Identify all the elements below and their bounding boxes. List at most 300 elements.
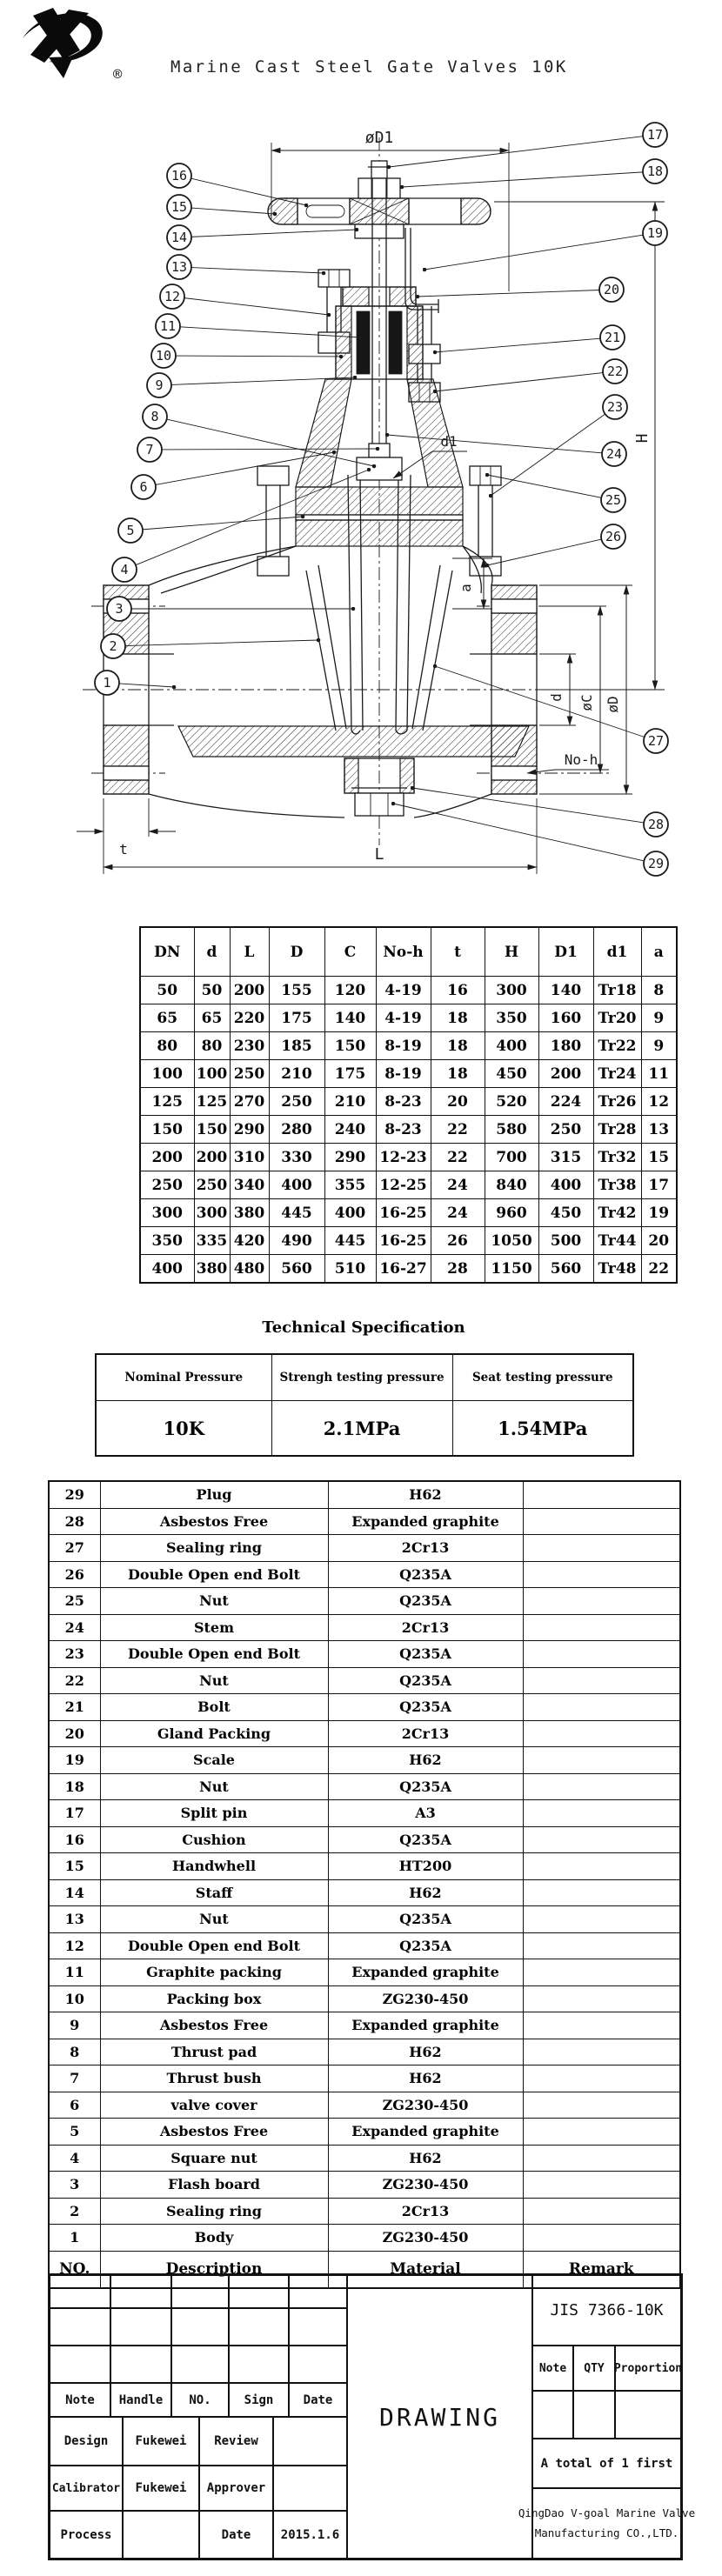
table-cell: 11: [641, 1060, 677, 1088]
graphite-packing: [357, 311, 370, 374]
design-name: Fukewei: [123, 2417, 199, 2466]
callout-leader: [393, 804, 644, 861]
table-row: [49, 1826, 680, 1853]
table-cell: 400: [538, 1171, 593, 1199]
table-cell: 16-25: [376, 1227, 431, 1255]
table-row: [49, 2065, 680, 2092]
callout-number: 11: [159, 318, 177, 334]
col-header: Description: [100, 2251, 328, 2288]
table-cell: 445: [324, 1227, 376, 1255]
table-cell: 24: [431, 1199, 485, 1227]
table-row: [140, 1199, 677, 1227]
table-cell: 9: [641, 1032, 677, 1060]
callout-leader: [191, 208, 275, 214]
thrust-bush: [369, 444, 390, 457]
table-cell: 330: [269, 1144, 324, 1171]
table-cell: 700: [485, 1144, 538, 1171]
spec-header: Seat testing pressure: [452, 1354, 633, 1401]
stem-nut: [358, 178, 400, 198]
col-header: D: [269, 927, 324, 977]
table-cell: Split pin: [100, 1800, 328, 1827]
collar: [355, 224, 404, 238]
table-cell: [523, 1879, 680, 1906]
table-cell: 100: [194, 1060, 230, 1088]
table-cell: [523, 2119, 680, 2146]
callout-number: 8: [150, 409, 159, 424]
callout-leader: [389, 137, 643, 167]
table-cell: 355: [324, 1171, 376, 1199]
table-cell: Asbestos Free: [100, 2012, 328, 2039]
table-cell: 250: [538, 1116, 593, 1144]
table-cell: 240: [324, 1116, 376, 1144]
table-cell: 22: [431, 1144, 485, 1171]
table-cell: 50: [140, 977, 194, 1004]
col-header: NO.: [49, 2251, 100, 2288]
table-cell: [523, 1508, 680, 1535]
table-cell: HT200: [328, 1853, 523, 1880]
table-cell: H62: [328, 1481, 523, 1508]
callout-leader: [125, 640, 318, 646]
parts-list-table: [48, 1480, 681, 2289]
table-cell: Body: [100, 2225, 328, 2252]
table-cell: 200: [230, 977, 269, 1004]
table-cell: 160: [538, 1004, 593, 1032]
table-row: [49, 1694, 680, 1721]
table-cell: 8-23: [376, 1116, 431, 1144]
table-cell: Tr22: [593, 1032, 641, 1060]
dimension-table-header: [140, 927, 677, 977]
table-cell: 520: [485, 1088, 538, 1116]
callout-leader: [167, 419, 374, 466]
table-cell: 150: [324, 1032, 376, 1060]
table-cell: 560: [269, 1255, 324, 1284]
table-cell: 125: [140, 1088, 194, 1116]
callout-leader: [425, 235, 643, 270]
table-cell: 335: [194, 1227, 230, 1255]
table-cell: 150: [194, 1116, 230, 1144]
table-cell: [523, 1853, 680, 1880]
table-cell: 445: [269, 1199, 324, 1227]
table-cell: 400: [324, 1199, 376, 1227]
table-cell: Tr44: [593, 1227, 641, 1255]
col-header: d: [194, 927, 230, 977]
calibrator-label: Calibrator: [50, 2466, 123, 2511]
table-row: [49, 2012, 680, 2039]
table-cell: Tr24: [593, 1060, 641, 1088]
process-label: Process: [50, 2511, 123, 2559]
table-cell: 8-19: [376, 1032, 431, 1060]
table-cell: 6: [49, 2092, 100, 2119]
table-cell: Expanded graphite: [328, 2012, 523, 2039]
table-cell: Expanded graphite: [328, 1508, 523, 1535]
table-cell: Nut: [100, 1906, 328, 1933]
note-col-label: Note: [532, 2346, 573, 2391]
table-cell: 400: [140, 1255, 194, 1284]
table-cell: 23: [49, 1641, 100, 1668]
callout-number: 19: [646, 225, 664, 241]
table-cell: 8-23: [376, 1088, 431, 1116]
table-row: [49, 1747, 680, 1774]
callout-number: 16: [170, 168, 188, 184]
table-cell: 185: [269, 1032, 324, 1060]
table-cell: 26: [431, 1227, 485, 1255]
table-cell: 50: [194, 977, 230, 1004]
table-cell: 65: [140, 1004, 194, 1032]
approver-label: Approver: [199, 2466, 273, 2511]
table-cell: Staff: [100, 1879, 328, 1906]
proportion-col-label: Proportion: [615, 2346, 681, 2391]
table-cell: Tr26: [593, 1088, 641, 1116]
table-row: [49, 1773, 680, 1800]
table-cell: 230: [230, 1032, 269, 1060]
col-header: t: [431, 927, 485, 977]
table-row: [140, 1004, 677, 1032]
callout-number: 13: [170, 259, 188, 275]
table-cell: 1050: [485, 1227, 538, 1255]
table-cell: 22: [431, 1116, 485, 1144]
table-cell: 400: [485, 1032, 538, 1060]
registered-trademark-icon: ®: [113, 66, 123, 83]
svg-text:t: t: [119, 841, 128, 858]
table-cell: [523, 1481, 680, 1508]
table-cell: 22: [641, 1255, 677, 1284]
table-cell: 200: [538, 1060, 593, 1088]
table-cell: [523, 1535, 680, 1562]
table-cell: 210: [324, 1088, 376, 1116]
table-cell: 500: [538, 1227, 593, 1255]
table-cell: 24: [49, 1614, 100, 1641]
table-row: [49, 2198, 680, 2225]
table-cell: [523, 2145, 680, 2172]
col-header: Material: [328, 2251, 523, 2288]
table-cell: Tr32: [593, 1144, 641, 1171]
table-cell: [523, 1826, 680, 1853]
table-row: [49, 1535, 680, 1562]
table-cell: H62: [328, 1879, 523, 1906]
callout-number: 17: [646, 127, 664, 143]
table-cell: Double Open end Bolt: [100, 1641, 328, 1668]
table-cell: Square nut: [100, 2145, 328, 2172]
table-row: [49, 1985, 680, 2012]
table-cell: Stem: [100, 1614, 328, 1641]
table-cell: 140: [324, 1004, 376, 1032]
callout-number: 4: [120, 562, 129, 577]
table-cell: 12-23: [376, 1144, 431, 1171]
table-row: [140, 1088, 677, 1116]
table-cell: Plug: [100, 1481, 328, 1508]
table-cell: Nut: [100, 1588, 328, 1615]
callout-leader: [119, 684, 174, 687]
spec-table: [95, 1353, 634, 1457]
callout-number: 6: [139, 479, 148, 495]
table-cell: [523, 1985, 680, 2012]
dimension-table: [139, 926, 678, 1284]
table-cell: 8-19: [376, 1060, 431, 1088]
table-row: [49, 2092, 680, 2119]
table-cell: 5: [49, 2119, 100, 2146]
standard-number: JIS 7366-10K: [532, 2275, 681, 2346]
table-cell: 480: [230, 1255, 269, 1284]
table-cell: 250: [269, 1088, 324, 1116]
col-header: D1: [538, 927, 593, 977]
table-cell: 4-19: [376, 977, 431, 1004]
table-cell: Scale: [100, 1747, 328, 1774]
callout-number: 23: [606, 399, 624, 415]
table-cell: Q235A: [328, 1932, 523, 1959]
table-row: [49, 2225, 680, 2252]
table-cell: [523, 2039, 680, 2065]
table-cell: 10: [49, 1985, 100, 2012]
callout-number: 12: [164, 289, 181, 304]
callout-leader: [143, 517, 303, 530]
calibrator-name: Fukewei: [123, 2466, 199, 2511]
table-cell: 22: [49, 1667, 100, 1694]
table-cell: 100: [140, 1060, 194, 1088]
table-cell: [523, 2065, 680, 2092]
table-cell: 15: [641, 1144, 677, 1171]
callout-number: 7: [145, 442, 154, 457]
callout-number: 29: [647, 856, 665, 871]
table-cell: Q235A: [328, 1561, 523, 1588]
note-label: Note: [50, 2383, 110, 2417]
callout-leader: [162, 449, 378, 450]
callout-leader: [176, 356, 341, 357]
table-cell: Asbestos Free: [100, 1508, 328, 1535]
table-cell: Q235A: [328, 1773, 523, 1800]
table-cell: 350: [140, 1227, 194, 1255]
table-cell: 580: [485, 1116, 538, 1144]
table-cell: 490: [269, 1227, 324, 1255]
table-cell: Thrust bush: [100, 2065, 328, 2092]
table-cell: 15: [49, 1853, 100, 1880]
table-cell: 224: [538, 1088, 593, 1116]
date-label: Date: [199, 2511, 273, 2559]
table-cell: 20: [641, 1227, 677, 1255]
svg-text:d: d: [548, 693, 565, 702]
handwheel: [268, 198, 491, 224]
table-cell: 8: [641, 977, 677, 1004]
company-name: [518, 2488, 696, 2559]
table-cell: 300: [194, 1199, 230, 1227]
title-block: [48, 2273, 696, 2560]
svg-text:øD: øD: [605, 696, 621, 713]
col-header: L: [230, 927, 269, 977]
table-cell: 26: [49, 1561, 100, 1588]
table-cell: Handwhell: [100, 1853, 328, 1880]
table-cell: 1: [49, 2225, 100, 2252]
callout-number: 22: [606, 364, 624, 379]
table-cell: Q235A: [328, 1641, 523, 1668]
callout-number: 20: [603, 282, 620, 297]
table-cell: 65: [194, 1004, 230, 1032]
table-cell: Q235A: [328, 1588, 523, 1615]
callout-number: 3: [115, 601, 124, 617]
table-cell: Packing box: [100, 1985, 328, 2012]
table-cell: 300: [140, 1199, 194, 1227]
table-cell: Q235A: [328, 1694, 523, 1721]
table-cell: 200: [194, 1144, 230, 1171]
page-title: Marine Cast Steel Gate Valves 10K: [170, 57, 568, 77]
table-cell: Gland Packing: [100, 1720, 328, 1747]
table-cell: [523, 1667, 680, 1694]
table-cell: Tr28: [593, 1116, 641, 1144]
table-cell: [523, 2225, 680, 2252]
table-row: [49, 1561, 680, 1588]
table-row: [49, 2119, 680, 2146]
callout-number: 5: [126, 523, 135, 538]
table-cell: 175: [269, 1004, 324, 1032]
table-cell: 250: [230, 1060, 269, 1088]
table-cell: Tr48: [593, 1255, 641, 1284]
design-label: Design: [50, 2417, 123, 2466]
table-cell: [523, 2172, 680, 2199]
table-cell: 20: [49, 1720, 100, 1747]
table-row: [49, 1614, 680, 1641]
callout-number: 14: [170, 230, 188, 245]
drawing-type-label: DRAWING: [347, 2275, 532, 2559]
table-cell: 2Cr13: [328, 2198, 523, 2225]
table-cell: [523, 2092, 680, 2119]
table-cell: Tr42: [593, 1199, 641, 1227]
table-cell: ZG230-450: [328, 2225, 523, 2252]
table-cell: 9: [49, 2012, 100, 2039]
table-row: [49, 2145, 680, 2172]
callout-number: 2: [109, 638, 117, 654]
table-cell: 80: [194, 1032, 230, 1060]
spec-value: 2.1MPa: [271, 1401, 452, 1457]
table-cell: 19: [641, 1199, 677, 1227]
table-cell: Nut: [100, 1773, 328, 1800]
callout-leader: [184, 298, 329, 315]
split-pin: [368, 161, 391, 178]
valve-section-drawing: [0, 87, 722, 922]
spec-header: Nominal Pressure: [96, 1354, 271, 1401]
callout-leader: [435, 338, 600, 352]
table-cell: Nut: [100, 1667, 328, 1694]
table-cell: H62: [328, 2145, 523, 2172]
callout-number: 26: [605, 529, 622, 544]
table-cell: [523, 1641, 680, 1668]
spec-title: Technical Specification: [262, 1318, 465, 1337]
table-cell: 2Cr13: [328, 1535, 523, 1562]
table-cell: [523, 1561, 680, 1588]
table-row: [49, 1853, 680, 1880]
table-cell: 220: [230, 1004, 269, 1032]
dimension-L: [104, 798, 537, 874]
table-cell: 315: [538, 1144, 593, 1171]
table-cell: 155: [269, 977, 324, 1004]
table-cell: 290: [230, 1116, 269, 1144]
table-cell: 14: [49, 1879, 100, 1906]
svg-text:øD1: øD1: [364, 129, 394, 147]
table-cell: [523, 1959, 680, 1986]
table-cell: [523, 1614, 680, 1641]
table-row: [140, 1116, 677, 1144]
table-cell: [523, 1747, 680, 1774]
table-cell: Q235A: [328, 1906, 523, 1933]
table-cell: 840: [485, 1171, 538, 1199]
table-cell: 19: [49, 1747, 100, 1774]
table-cell: 12: [641, 1088, 677, 1116]
no-label: NO.: [171, 2383, 229, 2417]
table-cell: 2: [49, 2198, 100, 2225]
callout-number: 24: [605, 446, 623, 462]
table-cell: 140: [538, 977, 593, 1004]
bonnet-bolt-left: [257, 466, 289, 576]
table-cell: 28: [431, 1255, 485, 1284]
callout-leader: [418, 290, 599, 297]
svg-text:L: L: [374, 845, 384, 864]
callout-number: 9: [155, 377, 164, 393]
table-cell: 380: [194, 1255, 230, 1284]
table-row: [49, 1641, 680, 1668]
table-cell: 16-27: [376, 1255, 431, 1284]
table-cell: Double Open end Bolt: [100, 1932, 328, 1959]
table-cell: Thrust pad: [100, 2039, 328, 2065]
table-cell: 125: [194, 1088, 230, 1116]
table-row: [49, 1879, 680, 1906]
table-cell: Graphite packing: [100, 1959, 328, 1986]
callout-number: 25: [605, 492, 622, 508]
table-cell: Tr18: [593, 977, 641, 1004]
callout-number: 18: [646, 164, 664, 179]
table-cell: Q235A: [328, 1667, 523, 1694]
table-cell: 120: [324, 977, 376, 1004]
svg-text:d1: d1: [440, 433, 458, 450]
table-cell: 4: [49, 2145, 100, 2172]
date-label: Date: [289, 2383, 347, 2417]
table-cell: 210: [269, 1060, 324, 1088]
callout-number: 15: [170, 199, 188, 215]
table-cell: 400: [269, 1171, 324, 1199]
table-cell: Asbestos Free: [100, 2119, 328, 2146]
table-cell: ZG230-450: [328, 1985, 523, 2012]
company-logo: [14, 3, 118, 87]
table-cell: H62: [328, 2039, 523, 2065]
table-cell: 450: [485, 1060, 538, 1088]
svg-text:øC: øC: [578, 694, 595, 711]
table-cell: 300: [485, 977, 538, 1004]
callout-number: 1: [103, 675, 111, 691]
company-line: Manufacturing CO.,LTD.: [534, 2526, 679, 2539]
table-cell: 8: [49, 2039, 100, 2065]
table-cell: 350: [485, 1004, 538, 1032]
svg-text:a: a: [458, 584, 474, 592]
table-cell: Expanded graphite: [328, 2119, 523, 2146]
table-cell: [523, 1720, 680, 1747]
table-cell: Double Open end Bolt: [100, 1561, 328, 1588]
table-cell: 16: [431, 977, 485, 1004]
table-cell: [523, 1906, 680, 1933]
table-row: [140, 977, 677, 1004]
table-cell: 4-19: [376, 1004, 431, 1032]
table-cell: Sealing ring: [100, 1535, 328, 1562]
qty-col-label: QTY: [573, 2346, 615, 2391]
table-cell: 960: [485, 1199, 538, 1227]
table-cell: 560: [538, 1255, 593, 1284]
table-cell: Tr20: [593, 1004, 641, 1032]
table-cell: 270: [230, 1088, 269, 1116]
table-cell: 18: [431, 1060, 485, 1088]
callout-number: 27: [647, 733, 665, 749]
table-row: [49, 1932, 680, 1959]
table-cell: 12-25: [376, 1171, 431, 1199]
table-cell: ZG230-450: [328, 2172, 523, 2199]
table-cell: 180: [538, 1032, 593, 1060]
col-header: DN: [140, 927, 194, 977]
callout-leader: [435, 373, 603, 391]
table-cell: 28: [49, 1508, 100, 1535]
